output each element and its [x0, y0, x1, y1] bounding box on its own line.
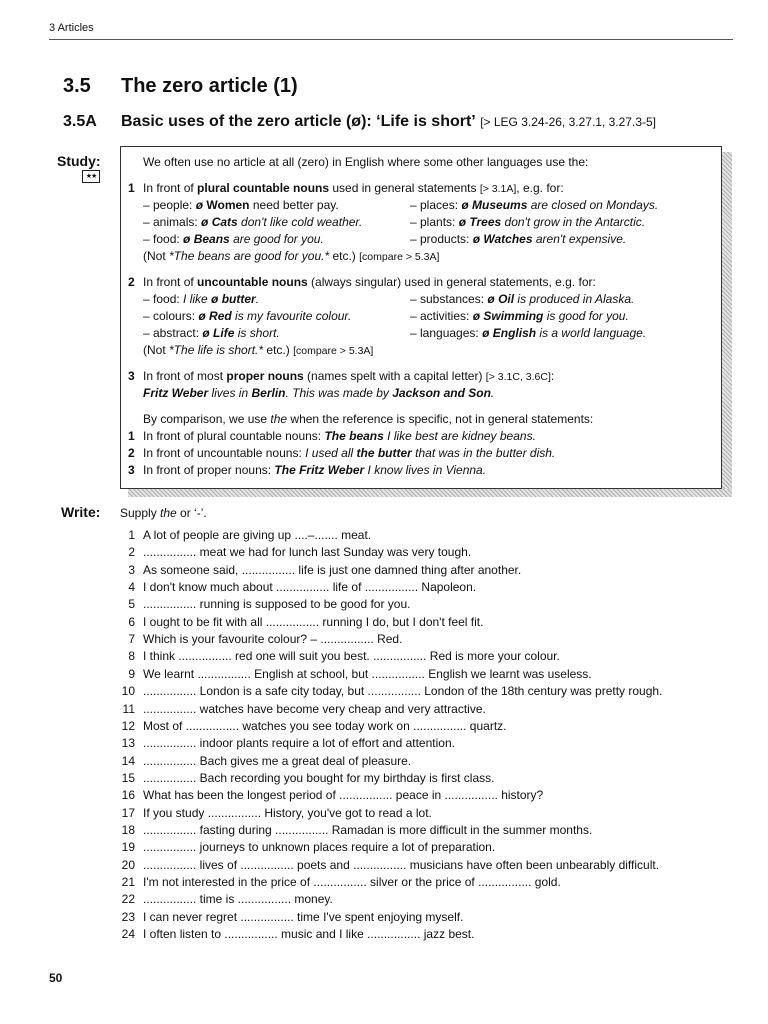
subsection-title	[121, 113, 656, 131]
exercise-sentence[interactable]: What has been the longest period of ................ peace in ................ history?	[143, 788, 544, 802]
section-title: The zero article (1)	[121, 75, 298, 97]
rule-1-heading: In front of plural countable nouns used in general statements [> 3.1A], e.g. for:	[143, 181, 564, 195]
study-intro-text: We often use no article at all (zero) in English where some other languages use the:	[143, 155, 589, 169]
header-rule	[49, 39, 733, 40]
exercise-number: 14	[121, 754, 135, 768]
comparison-2-number: 2	[128, 446, 135, 460]
exercise-sentence[interactable]: If you study ................ History, you've got to read a lot.	[143, 806, 432, 820]
exercise-number: 11	[122, 702, 135, 716]
exercise-number: 22	[121, 892, 135, 906]
exercise-number: 6	[128, 615, 135, 629]
comparison-1: In front of plural countable nouns: The beans I like best are kidney beans.	[143, 429, 536, 443]
exercise-number: 7	[128, 632, 135, 646]
exercise-sentence[interactable]: As someone said, ................ life is just one damned thing after another.	[143, 563, 522, 577]
exercise-number: 21	[121, 875, 135, 889]
exercise-number: 24	[121, 927, 135, 941]
exercise-number: 8	[128, 649, 135, 663]
subsection-number: 3.5A	[63, 113, 97, 130]
exercise-sentence[interactable]: Which is your favourite colour? – ................ Red.	[143, 632, 403, 646]
rule-2-example-languages: – languages: ø English is a world language.	[410, 326, 647, 340]
exercise-number: 23	[121, 910, 135, 924]
exercise-number: 18	[121, 823, 135, 837]
exercise-sentence[interactable]: ................ meat we had for lunch last Sunday was very tough.	[143, 545, 472, 559]
exercise-sentence[interactable]: ................ Bach gives me a great deal of pleasure.	[143, 754, 412, 768]
comparison-3: In front of proper nouns: The Fritz Weber I know lives in Vienna.	[143, 463, 487, 477]
study-label: Study:	[57, 153, 101, 169]
exercise-number: 19	[121, 840, 135, 854]
subsection-title-text: Basic uses of the zero article (ø): ‘Life is short’	[121, 113, 476, 130]
subsection-reference: [> LEG 3.24-26, 3.27.1, 3.27.3-5]	[480, 115, 656, 129]
exercise-number: 1	[128, 528, 135, 542]
rule-2-example-substances: – substances: ø Oil is produced in Alaska.	[410, 292, 635, 306]
rule-2-example-abstract: – abstract: ø Life is short.	[143, 326, 280, 340]
rule-3-example: Fritz Weber lives in Berlin. This was made by Jackson and Son.	[143, 386, 495, 400]
rule-2-example-activities: – activities: ø Swimming is good for you.	[410, 309, 629, 323]
rule-2-example-food: – food: I like ø butter.	[143, 292, 260, 306]
exercise-sentence[interactable]: ................ lives of ................ poets and ................ musicians have often been unbearably difficult.	[143, 858, 660, 872]
exercise-number: 12	[121, 719, 135, 733]
write-instruction: Supply the or ‘-’.	[120, 506, 207, 520]
exercise-sentence[interactable]: I think ................ red one will suit you best. ................ Red is more your colour.	[143, 649, 560, 663]
exercise-number: 4	[128, 580, 135, 594]
rule-3-number: 3	[128, 369, 135, 383]
rule-1-example-food: – food: ø Beans are good for you.	[143, 232, 324, 246]
exercise-number: 17	[121, 806, 135, 820]
exercise-sentence[interactable]: I can never regret ................ time I've spent enjoying myself.	[143, 910, 464, 924]
exercise-sentence[interactable]: ................ fasting during ................ Ramadan is more difficult in the summer months.	[143, 823, 593, 837]
exercise-number: 2	[128, 545, 135, 559]
rule-1-example-products: – products: ø Watches aren't expensive.	[410, 232, 627, 246]
rule-2-heading: In front of uncountable nouns (always singular) used in general statements, e.g. for:	[143, 275, 596, 289]
exercise-number: 5	[128, 597, 135, 611]
exercise-sentence[interactable]: I often listen to ................ music and I like ................ jazz best.	[143, 927, 475, 941]
comparison-intro: By comparison, we use the when the reference is specific, not in general statements:	[143, 412, 594, 426]
page-number: 50	[49, 971, 63, 985]
study-intro	[143, 155, 588, 169]
exercise-sentence[interactable]: Most of ................ watches you see today work on ................ quartz.	[143, 719, 507, 733]
exercise-sentence[interactable]: ................ Bach recording you bought for my birthday is first class.	[143, 771, 495, 785]
rule-2-not-note: (Not *The life is short.* etc.) [compare > 5.3A]	[143, 343, 374, 357]
rule-1-example-plants: – plants: ø Trees don't grow in the Antarctic.	[410, 215, 646, 229]
exercise-sentence[interactable]: ................ time is ................ money.	[143, 892, 333, 906]
box-shadow-bottom	[128, 489, 732, 497]
chapter-label: 3 Articles	[49, 22, 94, 34]
exercise-number: 10	[121, 684, 135, 698]
exercise-number: 15	[121, 771, 135, 785]
exercise-number: 13	[121, 736, 135, 750]
exercise-sentence[interactable]: A lot of people are giving up ....–....... meat.	[143, 528, 372, 542]
exercise-sentence[interactable]: ................ running is supposed to be good for you.	[143, 597, 411, 611]
exercise-sentence[interactable]: I'm not interested in the price of ................ silver or the price of ................ gold.	[143, 875, 561, 889]
exercise-number: 9	[128, 667, 135, 681]
exercise-sentence[interactable]: I don't know much about ................ life of ................ Napoleon.	[143, 580, 477, 594]
exercise-sentence[interactable]: ................ journeys to unknown places require a lot of preparation.	[143, 840, 496, 854]
exercise-sentence[interactable]: I ought to be fit with all ................ running I do, but I don't feel fit.	[143, 615, 484, 629]
exercise-sentence[interactable]: We learnt ................ English at school, but ................ English we learnt was useless.	[143, 667, 592, 681]
rule-1-not-note: (Not *The beans are good for you.* etc.) [compare > 5.3A]	[143, 249, 440, 263]
exercise-sentence[interactable]: ................ indoor plants require a lot of effort and attention.	[143, 736, 455, 750]
exercise-number: 16	[121, 788, 135, 802]
section-number: 3.5	[63, 75, 91, 97]
rule-1-example-people: – people: ø Women need better pay.	[143, 198, 339, 212]
exercise-number: 3	[128, 563, 135, 577]
comparison-1-number: 1	[128, 429, 135, 443]
comparison-2: In front of uncountable nouns: I used all the butter that was in the butter dish.	[143, 446, 556, 460]
rule-1-example-places: – places: ø Museums are closed on Mondays.	[410, 198, 659, 212]
rule-2-number: 2	[128, 275, 135, 289]
rule-3-heading: In front of most proper nouns (names spelt with a capital letter) [> 3.1C, 3.6C]:	[143, 369, 555, 383]
comparison-3-number: 3	[128, 463, 135, 477]
exercise-number: 20	[121, 858, 135, 872]
box-shadow-right	[722, 152, 732, 495]
rule-1-number: 1	[128, 181, 135, 195]
exercise-sentence[interactable]: ................ watches have become very cheap and very attractive.	[143, 702, 486, 716]
difficulty-badge: ★★	[82, 170, 100, 183]
rule-2-example-colours: – colours: ø Red is my favourite colour.	[143, 309, 352, 323]
write-label: Write:	[61, 504, 101, 520]
rule-1-example-animals: – animals: ø Cats don't like cold weather.	[143, 215, 363, 229]
exercise-sentence[interactable]: ................ London is a safe city today, but ................ London of the 18th century was pretty rough.	[143, 684, 663, 698]
